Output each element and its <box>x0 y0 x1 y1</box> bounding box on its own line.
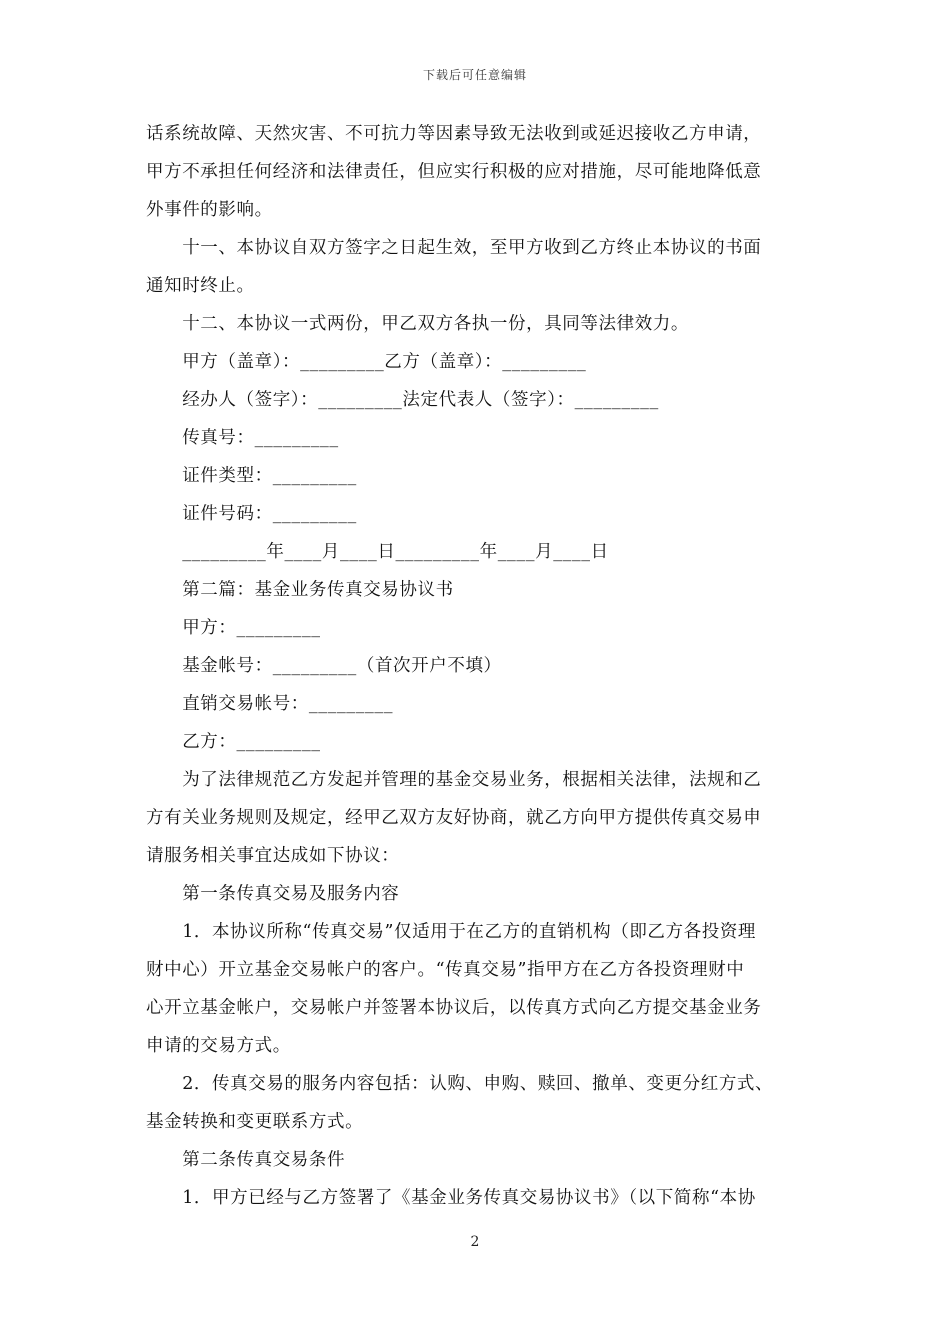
article-heading: 第二条传真交易条件 <box>146 1150 346 1170</box>
page-number: 2 <box>470 1234 480 1250</box>
text-line: 甲方不承担任何经济和法律责任，但应实行积极的应对措施，尽可能地降低意 <box>146 162 762 182</box>
text-line: 十二、本协议一式两份，甲乙双方各执一份，具同等法律效力。 <box>146 314 689 334</box>
signature-line-parties: 甲方（盖章）：_________乙方（盖章）：_________ <box>146 352 587 372</box>
id-type-line: 证件类型：_________ <box>146 466 357 486</box>
text-line: 心开立基金帐户，交易帐户并签署本协议后，以传真方式向乙方提交基金业务 <box>146 998 762 1018</box>
text-line: 请服务相关事宜达成如下协议： <box>146 846 400 866</box>
signature-line-agent: 经办人（签字）：_________法定代表人（签字）：_________ <box>146 390 659 410</box>
text-line: 方有关业务规则及规定，经甲乙双方友好协商，就乙方向甲方提供传真交易申 <box>146 808 762 828</box>
text-line: 1．甲方已经与乙方签署了《基金业务传真交易协议书》（以下简称“本协 <box>146 1188 756 1208</box>
direct-trade-account-line: 直销交易帐号：_________ <box>146 694 394 714</box>
text-line: 通知时终止。 <box>146 276 255 296</box>
fund-account-line: 基金帐号：_________（首次开户不填） <box>146 656 502 676</box>
text-line: 基金转换和变更联系方式。 <box>146 1112 364 1132</box>
text-line: 财中心）开立基金交易帐户的客户。“传真交易”指甲方在乙方各投资理财中 <box>146 960 745 980</box>
text-line: 申请的交易方式。 <box>146 1036 291 1056</box>
text-line: 外事件的影响。 <box>146 200 273 220</box>
party-a-line: 甲方：_________ <box>146 618 321 638</box>
id-number-line: 证件号码：_________ <box>146 504 357 524</box>
section-title: 第二篇：基金业务传真交易协议书 <box>146 580 454 600</box>
text-line: 话系统故障、天然灾害、不可抗力等因素导致无法收到或延迟接收乙方申请， <box>146 124 762 144</box>
page-header-note: 下载后可任意编辑 <box>422 68 527 82</box>
text-line: 十一、本协议自双方签字之日起生效，至甲方收到乙方终止本协议的书面 <box>146 238 762 258</box>
fax-number-line: 传真号：_________ <box>146 428 339 448</box>
text-line: 1．本协议所称“传真交易”仅适用于在乙方的直销机构（即乙方各投资理 <box>146 922 757 942</box>
party-b-line: 乙方：_________ <box>146 732 321 752</box>
text-line: 2．传真交易的服务内容包括：认购、申购、赎回、撤单、变更分红方式、 <box>146 1074 774 1094</box>
date-line: _________年____月____日_________年____月____日 <box>146 542 609 562</box>
text-line: 为了法律规范乙方发起并管理的基金交易业务，根据相关法律，法规和乙 <box>146 770 762 790</box>
article-heading: 第一条传真交易及服务内容 <box>146 884 400 904</box>
